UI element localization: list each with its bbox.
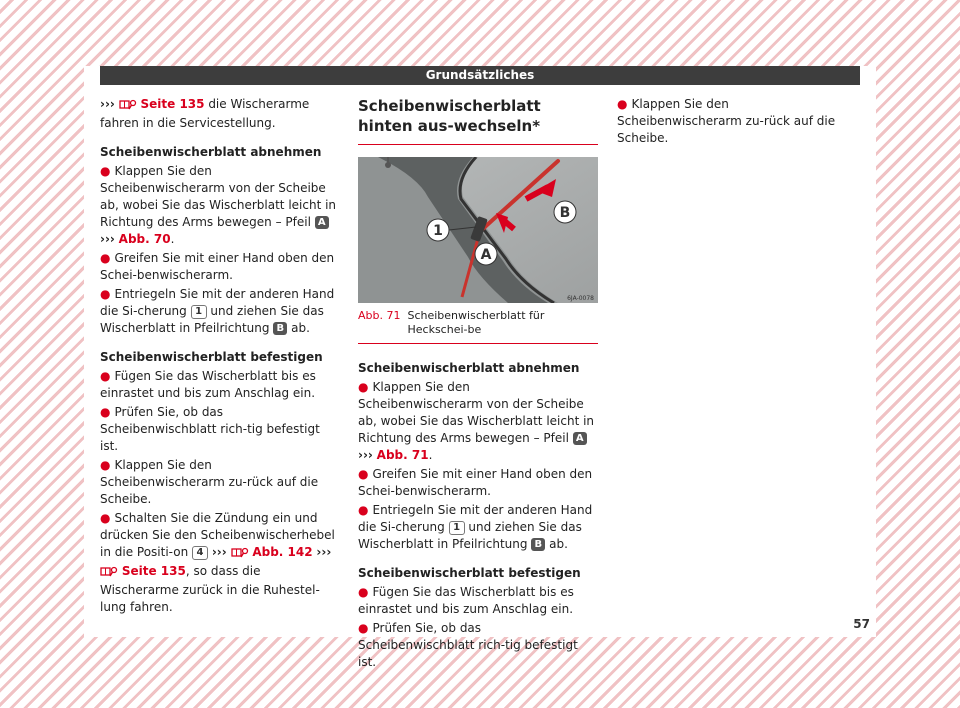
page-reference-link[interactable]: Seite 135	[140, 97, 205, 111]
figure-label-1: 1	[433, 223, 443, 239]
figure-rear-wiper	[358, 157, 598, 303]
bullet-icon: ●	[100, 287, 111, 301]
bullet-text: Entriegeln Sie mit der anderen Hand die Si-cherung	[100, 287, 335, 318]
bullet-text: Prüfen Sie, ob das Scheibenwischblatt rich-tig befestigt ist.	[100, 405, 320, 453]
arrow-marker: ›››	[211, 545, 227, 559]
bullet-text: ab.	[287, 321, 310, 335]
subheading-remove: Scheibenwischerblatt abnehmen	[100, 145, 322, 159]
bullet-text: Prüfen Sie, ob das Scheibenwischblatt rich-tig befestigt ist.	[358, 621, 578, 669]
figure-label-a: A	[480, 247, 492, 263]
list-item	[100, 250, 340, 284]
label-badge-a: A	[315, 216, 329, 229]
bullet-text: Klappen Sie den Scheibenwischerarm von der Scheibe ab, wobei Sie das Wischerblatt leicht in Richtung des Arms bewegen – Pfeil	[358, 380, 595, 445]
figure-code: 6JA-0078	[567, 295, 594, 302]
label-badge-b: B	[531, 538, 545, 551]
bullet-text: Greifen Sie mit einer Hand oben den Schei-benwischerarm.	[358, 467, 593, 498]
bullet-text: Klappen Sie den Scheibenwischerarm zu-rück auf die Scheibe.	[617, 97, 836, 145]
book-wrench-icon	[119, 98, 137, 115]
list-item	[358, 620, 598, 671]
bullet-text: und ziehen Sie das Wischerblatt in Pfeilrichtung	[358, 520, 582, 551]
figure-label-b: B	[559, 205, 571, 221]
bullet-text: , so dass die Wischerarme zurück in die Ruhestel-lung fahren.	[100, 564, 320, 614]
list-item	[617, 96, 857, 147]
list-item	[100, 368, 340, 402]
column-left	[100, 96, 340, 616]
caption-label: Abb. 71	[358, 309, 401, 322]
label-badge-1: 1	[191, 305, 207, 319]
bullet-icon: ●	[617, 97, 628, 111]
page-number: 57	[853, 617, 870, 631]
label-badge-4: 4	[192, 546, 208, 560]
list-item	[100, 286, 340, 337]
caption-text: Scheibenwischerblatt für Heckschei-be	[407, 309, 545, 336]
subheading-remove: Scheibenwischerblatt abnehmen	[358, 361, 580, 375]
label-badge-a: A	[573, 432, 587, 445]
section-title: Scheibenwischerblatt hinten aus-wechseln*	[358, 96, 598, 145]
list-item	[358, 466, 598, 500]
figure-illustration	[358, 157, 598, 303]
bullet-icon: ●	[358, 621, 369, 635]
list-item	[100, 163, 340, 248]
bullet-text: Klappen Sie den Scheibenwischerarm zu-rück auf die Scheibe.	[100, 458, 319, 506]
label-badge-b: B	[273, 322, 287, 335]
intro-text: die Wischerarme fahren in die Servicestellung.	[100, 97, 310, 130]
bullet-icon: ●	[358, 467, 369, 481]
bullet-text: ab.	[545, 537, 568, 551]
column-middle	[358, 96, 598, 671]
bullet-icon: ●	[358, 380, 369, 394]
arrow-marker: ›››	[100, 97, 115, 111]
subheading-attach: Scheibenwischerblatt befestigen	[358, 566, 581, 580]
book-wrench-icon	[100, 565, 118, 582]
bullet-icon: ●	[100, 511, 111, 525]
list-item	[358, 502, 598, 553]
figure-reference-link[interactable]: Abb. 70	[118, 232, 171, 246]
arrow-marker: ›››	[358, 448, 373, 462]
bullet-icon: ●	[100, 405, 111, 419]
bullet-text: Entriegeln Sie mit der anderen Hand die Si-cherung	[358, 503, 593, 534]
bullet-icon: ●	[100, 251, 111, 265]
arrow-marker: ›››	[316, 545, 332, 559]
bullet-icon: ●	[100, 369, 111, 383]
bullet-text: Fügen Sie das Wischerblatt bis es einrastet und bis zum Anschlag ein.	[358, 585, 574, 616]
bullet-icon: ●	[100, 458, 111, 472]
intro-paragraph	[100, 96, 340, 132]
bullet-text: Greifen Sie mit einer Hand oben den Schei-benwischerarm.	[100, 251, 335, 282]
figure-reference-link[interactable]: Abb. 71	[376, 448, 429, 462]
bullet-text: Klappen Sie den Scheibenwischerarm von der Scheibe ab, wobei Sie das Wischerblatt leicht in Richtung des Arms bewegen – Pfeil	[100, 164, 337, 229]
list-item	[358, 379, 598, 464]
list-item	[100, 457, 340, 508]
list-item	[100, 404, 340, 455]
list-item	[100, 510, 340, 616]
section-header: Grundsätzliches	[100, 66, 860, 85]
bullet-icon: ●	[100, 164, 111, 178]
label-badge-1: 1	[449, 521, 465, 535]
figure-reference-link[interactable]: Abb. 142	[252, 545, 313, 559]
bullet-text: .	[428, 448, 433, 462]
bullet-text: .	[170, 232, 175, 246]
arrow-marker: ›››	[100, 232, 115, 246]
bullet-icon: ●	[358, 503, 369, 517]
bullet-icon: ●	[358, 585, 369, 599]
subheading-attach: Scheibenwischerblatt befestigen	[100, 350, 323, 364]
figure-caption	[358, 309, 598, 344]
bullet-text: Schalten Sie die Zündung ein und drücken Sie den Scheibenwischerhebel in die Positi-on	[100, 511, 335, 559]
bullet-text: und ziehen Sie das Wischerblatt in Pfeilrichtung	[100, 304, 324, 335]
book-wrench-icon	[231, 546, 249, 563]
list-item	[358, 584, 598, 618]
column-right	[617, 96, 857, 147]
page-reference-link[interactable]: Seite 135	[121, 564, 186, 578]
bullet-text: Fügen Sie das Wischerblatt bis es einrastet und bis zum Anschlag ein.	[100, 369, 316, 400]
